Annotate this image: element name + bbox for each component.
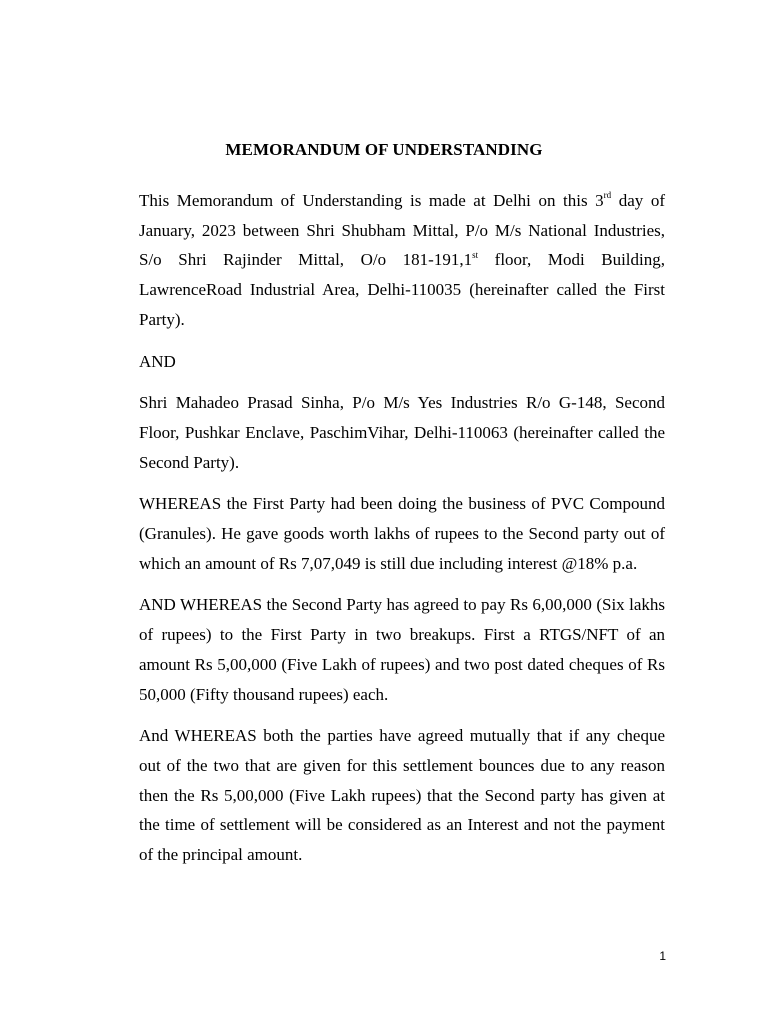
paragraph-and: AND	[139, 351, 176, 371]
ordinal-suffix-st: st	[472, 249, 479, 260]
document-body	[139, 186, 665, 882]
paragraph-second-party: Shri Mahadeo Prasad Sinha, P/o M/s Yes Industries R/o G-148, Second Floor, Pushkar Enclave, PaschimVihar, Delhi-110063 (hereinafter called the Second Party).	[139, 393, 665, 472]
preamble-text-a: This Memorandum of Understanding is made at Delhi on this 3	[139, 191, 604, 210]
preamble-text-c: floor, Modi Building, LawrenceRoad Industrial Area, Delhi-110035 (hereinafter called the First Party).	[139, 250, 665, 329]
paragraph-preamble	[139, 186, 665, 335]
paragraph-whereas-business: WHEREAS the First Party had been doing the business of PVC Compound (Granules). He gave goods worth lakhs of rupees to the Second party out of which an amount of Rs 7,07,049 is still due including interest @18% p.a.	[139, 494, 665, 573]
ordinal-suffix-rd: rd	[603, 190, 612, 201]
preamble-text-b: day of January, 2023 between Shri Shubham Mittal, P/o M/s National Industries, S/o Shri Rajinder Mittal, O/o 181-191,1	[139, 191, 665, 270]
paragraph-whereas-payment: AND WHEREAS the Second Party has agreed to pay Rs 6,00,000 (Six lakhs of rupees) to the First Party in two breakups. First a RTGS/NFT of an amount Rs 5,00,000 (Five Lakh of rupees) and two post dated cheques of Rs 50,000 (Fifty thousand rupees) each.	[139, 595, 665, 704]
document-title: MEMORANDUM OF UNDERSTANDING	[225, 140, 543, 159]
paragraph-whereas-cheque: And WHEREAS both the parties have agreed mutually that if any cheque out of the two that are given for this settlement bounces due to any reason then the Rs 5,00,000 (Five Lakh rupees) that the Second party has given at the time of settlement will be considered as an Interest and not the payment of the principal amount.	[139, 726, 665, 865]
page-number: 1	[659, 949, 666, 963]
